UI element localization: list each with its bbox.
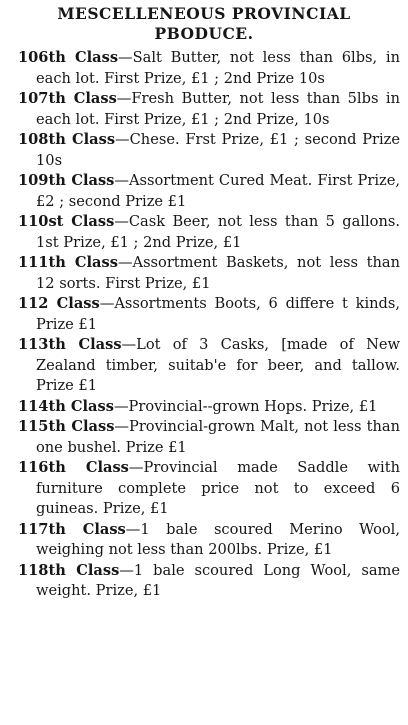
class-description: —1 bale scoured Long Wool, same weight. Prize, £1 — [36, 561, 400, 599]
prize-class-entry — [18, 417, 400, 458]
prize-class-entry — [18, 130, 400, 171]
class-description: —Provincial--grown Hops. Prize, £1 — [113, 397, 378, 415]
prize-class-entry — [18, 48, 400, 89]
class-number: 117th Class — [18, 520, 126, 538]
class-number: 115th Class — [18, 418, 115, 435]
class-description: —Lot of 3 Casks, [made of New Zealand timber, suitab'e for beer, and tallow. Prize £1 — [36, 336, 400, 394]
class-description: —Provincial-grown Malt, not less than one bushel. Prize £1 — [36, 418, 400, 456]
class-number: 110st Class — [18, 213, 115, 230]
prize-class-entry — [18, 294, 401, 335]
prize-class-entry — [18, 520, 400, 561]
class-number: 107th Class — [18, 90, 117, 107]
class-description: —Cask Beer, not less than 5 gallons. 1st Prize, £1 ; 2nd Prize, £1 — [36, 213, 400, 251]
heading-line-2: PBODUCE. — [154, 24, 254, 43]
class-number: 114th Class — [18, 397, 114, 415]
class-description: —Assortment Cured Meat. First Prize, £2 ; second Prize £1 — [36, 172, 400, 210]
class-number: 113th Class — [18, 336, 122, 353]
class-description: —Fresh Butter, not less than 5lbs in each lot. First Prize, £1 ; 2nd Prize, 10s — [36, 90, 400, 128]
class-number: 106th Class — [18, 49, 119, 66]
class-number: 109th Class — [18, 172, 115, 189]
prize-class-entry — [18, 253, 400, 294]
class-description: —Assortments Boots, 6 differe t kinds, Prize £1 — [36, 295, 401, 333]
class-description: —Salt Butter, not less than 6lbs, in each lot. First Prize, £1 ; 2nd Prize 10s — [36, 49, 400, 87]
class-description: —Assortment Baskets, not less than 12 sorts. First Prize, £1 — [36, 254, 400, 292]
class-description: —1 bale scoured Merino Wool, weighing not less than 200lbs. Prize, £1 — [36, 520, 400, 558]
section-heading — [8, 4, 400, 44]
prize-class-list — [18, 48, 401, 602]
class-description: —Provincial made Saddle with furniture complete price not to exceed 6 guineas. Prize, £1 — [36, 459, 400, 517]
heading-line-1: MESCELLENEOUS PROVINCIAL — [57, 4, 351, 23]
class-number: 108th Class — [18, 131, 116, 148]
class-number: 118th Class — [18, 561, 120, 579]
prize-class-entry — [18, 458, 400, 520]
prize-class-entry — [18, 561, 400, 602]
prize-class-entry — [18, 171, 400, 212]
class-number: 112 Class — [18, 295, 100, 312]
class-number: 116th Class — [18, 459, 129, 476]
prize-class-entry — [18, 89, 400, 130]
prize-class-entry — [18, 335, 400, 397]
prize-class-entry — [18, 212, 400, 253]
class-number: 111th Class — [18, 254, 118, 271]
class-description: —Chese. Frst Prize, £1 ; second Prize 10s — [36, 131, 400, 169]
prize-class-entry — [18, 397, 400, 418]
